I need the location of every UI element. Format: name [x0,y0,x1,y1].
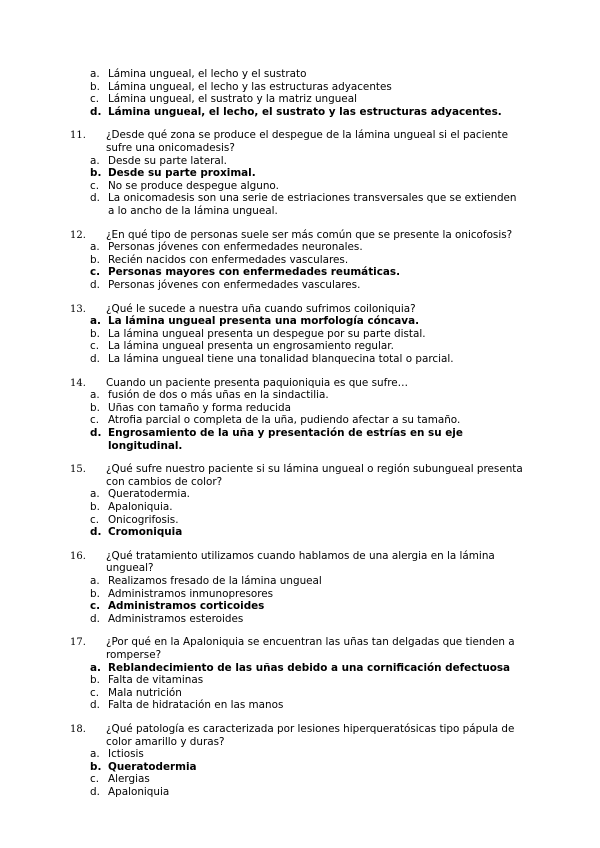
question-text: Cuando un paciente presenta paquioniquia es que sufre… [106,376,409,389]
option-text: Administramos inmunopresores [108,587,274,600]
option-text: longitudinal. [108,439,183,452]
question-text: ¿Por qué en la Apaloniquia se encuentran las uñas tan delgadas que tienden a [106,636,515,649]
option-text: La lámina ungueal presenta un engrosamiento regular. [108,340,394,353]
question-text: romperse? [106,649,162,661]
option-text: Onicogrifosis. [108,513,179,526]
option-text: Queratodermia [108,760,197,773]
option-letter: b. [90,80,100,93]
option-text: La lámina ungueal tiene una tonalidad blanquecina total o parcial. [108,353,454,365]
option-text: Lámina ungueal, el lecho y el sustrato [108,68,307,80]
option-letter: a. [90,748,100,761]
option-letter: d. [90,353,100,365]
question-number: 15. [70,464,86,476]
option-letter: c. [90,686,100,699]
option-letter: a. [90,241,100,254]
option-text: Desde su parte proximal. [108,167,256,180]
option-letter: d. [90,612,100,625]
option-text: Ictiosis [108,748,144,761]
option-text: Uñas con tamaño y forma reducida [108,401,291,414]
option-letter: d. [90,526,102,539]
option-letter: b. [90,253,100,266]
option-letter: a. [90,389,100,402]
option-letter: d. [90,427,102,439]
question-text: ¿Qué tratamiento utilizamos cuando hablamos de una alergia en la lámina [106,549,495,562]
option-letter: b. [90,587,100,600]
option-text: Administramos corticoides [108,600,265,613]
option-text: Desde su parte lateral. [108,154,227,167]
option-letter: a. [90,154,100,167]
option-letter: d. [90,786,100,798]
option-letter: b. [90,167,102,180]
option-text: Atrofia parcial o completa de la uña, pudiendo afectar a su tamaño. [108,414,461,427]
option-text: Queratodermia. [108,488,190,501]
option-text: Engrosamiento de la uña y presentación de estrías en su eje [108,427,463,439]
option-text: No se produce despegue alguno. [108,179,279,192]
option-letter: a. [90,488,100,501]
option-text: a lo ancho de la lámina ungueal. [108,205,278,217]
question-number: 18. [70,724,86,735]
option-text: La lámina ungueal presenta un despegue por su parte distal. [108,327,426,340]
question-number: 16. [70,550,86,562]
option-text: Apaloniquia [108,786,170,798]
question-text: ¿Qué patología es caracterizada por lesiones hiperqueratósicas tipo pápula de [106,723,515,735]
option-letter: c. [90,513,100,526]
option-letter: b. [90,501,100,513]
option-text: Realizamos fresado de la lámina ungueal [108,575,322,587]
option-text: Lámina ungueal, el sustrato y la matriz ungueal [108,93,357,106]
option-text: Mala nutrición [108,686,182,699]
question-number: 12. [70,229,86,241]
option-text: Falta de vitaminas [108,674,204,687]
option-letter: d. [90,105,102,118]
option-letter: c. [90,266,101,279]
question-number: 13. [70,303,86,315]
question-text: con cambios de color? [106,475,223,488]
option-text: Personas mayores con enfermedades reumáticas. [108,266,401,279]
option-text: Reblandecimiento de las uñas debido a una cornificación defectuosa [108,661,511,674]
question-text: ¿Qué sufre nuestro paciente si su lámina ungueal o región subungueal presenta [106,463,523,476]
option-letter: a. [90,68,100,80]
question-text: ¿Desde qué zona se produce el despegue de la lámina ungueal si el paciente [106,129,508,142]
question-text: ungueal? [106,562,154,575]
question-text: color amarillo y duras? [106,735,225,748]
option-text: Apaloniquia. [108,501,173,513]
option-letter: c. [90,600,101,613]
question-text: sufre una onicomadesis? [106,142,235,154]
option-letter: c. [90,93,100,106]
question-text: ¿En qué tipo de personas suele ser más común que se presente la onicofosis? [106,228,513,241]
option-letter: a. [90,575,100,587]
option-letter: b. [90,327,100,340]
option-letter: a. [90,315,101,328]
question-number: 11. [70,130,86,142]
option-text: Cromoniquia [108,526,183,539]
option-letter: c. [90,773,100,786]
option-text: Personas jóvenes con enfermedades vasculares. [108,279,361,291]
option-letter: b. [90,401,100,414]
option-text: Falta de hidratación en las manos [108,699,284,712]
option-text: Administramos esteroides [108,612,244,625]
option-letter: d. [90,699,100,712]
option-letter: a. [90,661,101,674]
option-text: fusión de dos o más uñas en la sindactilia. [108,389,329,402]
option-text: Alergias [108,773,150,786]
option-letter: b. [90,760,102,773]
question-number: 17. [70,637,86,649]
option-text: Recién nacidos con enfermedades vasculares. [108,253,349,266]
option-letter: c. [90,179,100,192]
option-text: Lámina ungueal, el lecho y las estructuras adyacentes [108,80,392,93]
option-letter: c. [90,340,100,353]
question-text: ¿Qué le sucede a nuestra uña cuando sufrimos coiloniquia? [106,302,416,315]
option-text: Lámina ungueal, el lecho, el sustrato y las estructuras adyacentes. [108,105,502,118]
option-letter: d. [90,192,100,205]
option-text: La onicomadesis son una serie de estriaciones transversales que se extienden [108,192,517,205]
option-text: Personas jóvenes con enfermedades neuronales. [108,241,363,254]
option-letter: b. [90,674,100,687]
option-text: La lámina ungueal presenta una morfología cóncava. [108,315,420,328]
option-letter: c. [90,414,100,427]
question-number: 14. [70,377,86,389]
option-letter: d. [90,279,100,291]
